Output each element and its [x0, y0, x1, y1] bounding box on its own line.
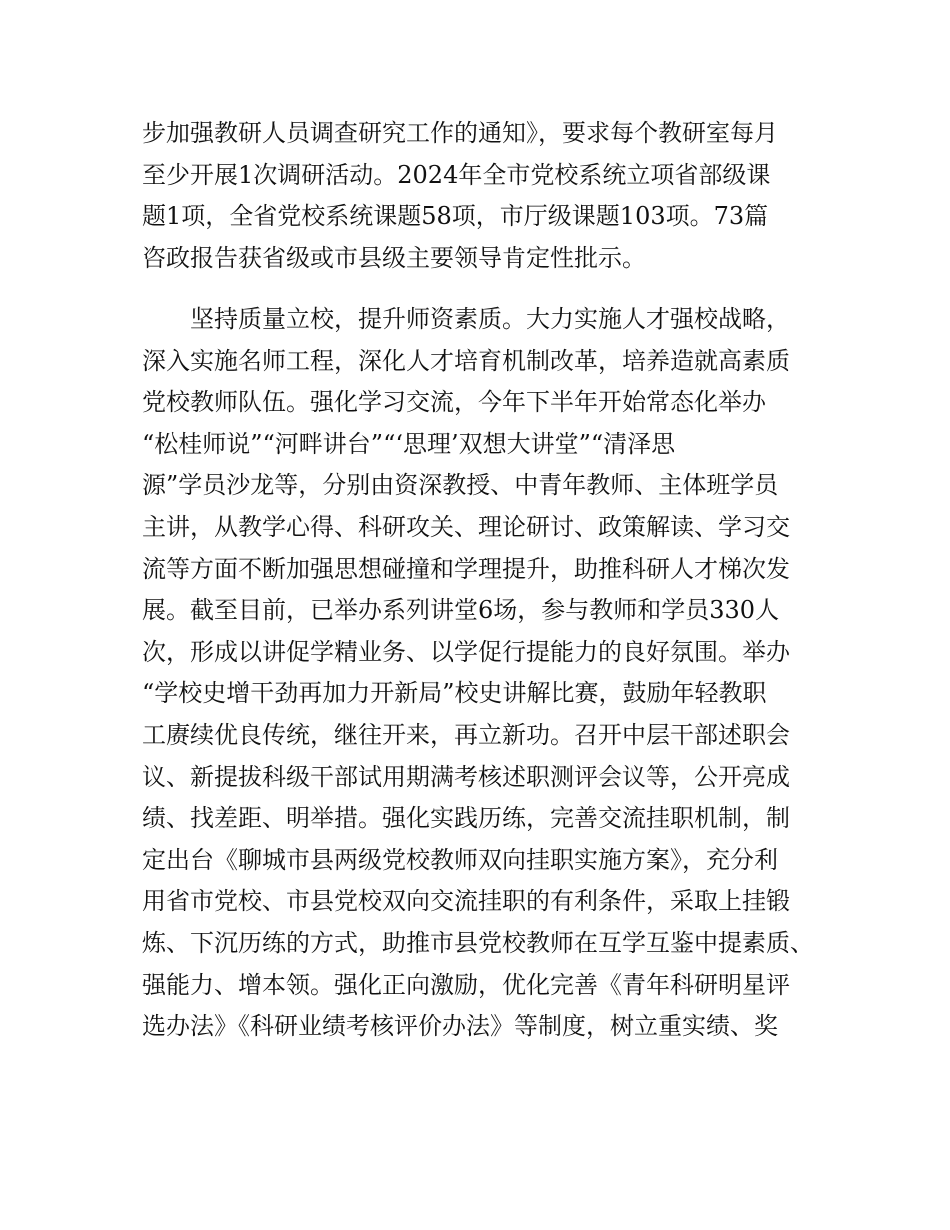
- paragraph-research-results: [142, 113, 822, 279]
- text-line: “学校史增干劲再加力开新局”校史讲解比赛，鼓励年轻教职: [142, 679, 767, 708]
- text-line: 展。截至目前，已举办系列讲堂6场，参与教师和学员330人: [142, 596, 780, 625]
- text-line: 选办法》《科研业绩考核评价办法》等制度，树立重实绩、奖: [142, 1012, 778, 1041]
- text-line: 坚持质量立校，提升师资素质。大力实施人才强校战略，: [142, 305, 790, 333]
- text-line: 绩、找差距、明举措。强化实践历练，完善交流挂职机制，制: [142, 804, 790, 833]
- text-line: 源”学员沙龙等，分别由资深教授、中青年教师、主体班学员: [142, 471, 779, 500]
- text-line: 题1项，全省党校系统课题58项，市厅级课题103项。73篇: [142, 202, 769, 231]
- text-line: 步加强教研人员调查研究工作的通知》，要求每个教研室每月: [142, 119, 778, 147]
- text-line: 深入实施名师工程，深化人才培育机制改革，培养造就高素质: [142, 346, 790, 375]
- text-line: 至少开展1次调研活动。2024年全市党校系统立项省部级课: [142, 160, 771, 189]
- text-line: 定出台《聊城市县两级党校教师双向挂职实施方案》，充分利: [142, 845, 778, 874]
- text-line: 议、新提拔科级干部试用期满考核述职测评会议等，公开亮成: [142, 762, 790, 791]
- paragraph-teacher-quality: [142, 299, 822, 1048]
- text-line: 咨政报告获省级或市县级主要领导肯定性批示。: [142, 243, 646, 272]
- text-line: 主讲，从教学心得、科研攻关、理论研讨、政策解读、学习交: [142, 512, 790, 541]
- text-line: 次，形成以讲促学精业务、以学促行提能力的良好氛围。举办: [142, 637, 790, 666]
- text-line: 党校教师队伍。强化学习交流，今年下半年开始常态化举办: [142, 388, 766, 417]
- text-line: 强能力、增本领。强化正向激励，优化完善《青年科研明星评: [142, 970, 790, 999]
- text-line: 工赓续优良传统，继往开来，再立新功。召开中层干部述职会: [142, 720, 790, 749]
- text-line: 炼、下沉历练的方式，助推市县党校教师在互学互鉴中提素质、: [142, 928, 814, 957]
- text-line: “松桂师说”“河畔讲台”“‘思理’双想大讲堂”“清泽思: [142, 429, 676, 458]
- text-line: 用省市党校、市县党校双向交流挂职的有利条件，采取上挂锻: [142, 887, 790, 916]
- text-line: 流等方面不断加强思想碰撞和学理提升，助推科研人才梯次发: [142, 554, 790, 583]
